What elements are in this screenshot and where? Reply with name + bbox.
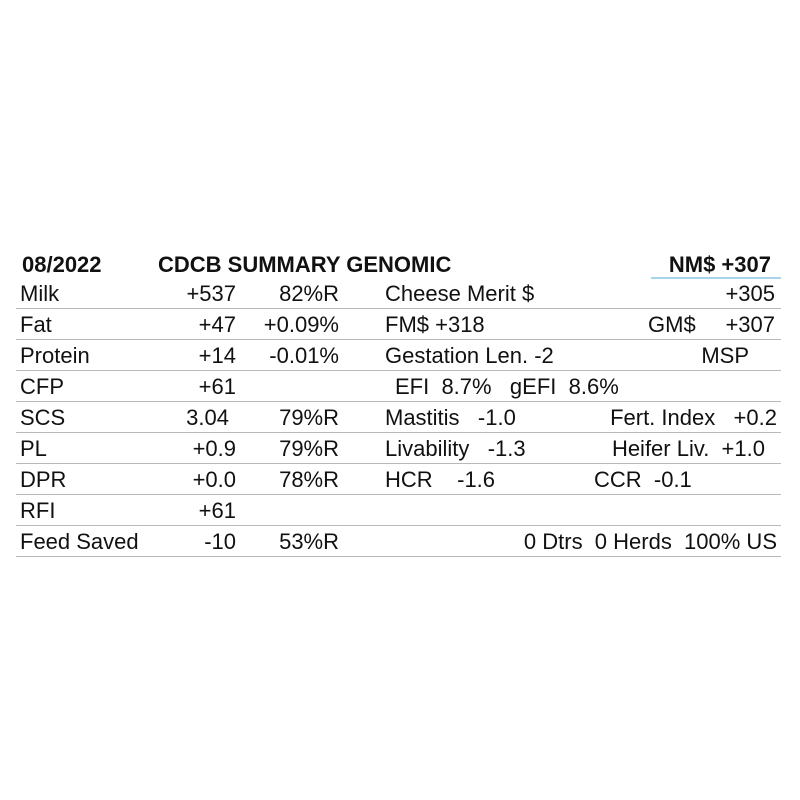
grazing-merit-value: +307 — [725, 312, 775, 337]
trait-label: RFI — [20, 498, 56, 523]
table-row-pl — [16, 433, 781, 464]
table-row-dpr — [16, 464, 781, 495]
mastitis: Mastitis -1.0 — [385, 405, 516, 430]
daughters-herds-summary: 0 Dtrs 0 Herds 100% US — [523, 529, 777, 554]
heifer-conception-rate: HCR -1.6 — [385, 467, 496, 492]
cheese-merit-label: Cheese Merit $ — [385, 281, 535, 306]
reliability: 78%R — [279, 467, 339, 492]
net-merit-value: NM$ +307 — [668, 252, 771, 277]
evaluation-date: 08/2022 — [22, 252, 102, 277]
trait-value: +47 — [198, 312, 236, 337]
summary-title: CDCB SUMMARY GENOMIC — [158, 252, 452, 277]
table-row-protein — [16, 340, 781, 371]
table-row-feed-saved — [16, 526, 781, 557]
table-row-scs — [16, 402, 781, 433]
cow-conception-rate: CCR -0.1 — [594, 467, 692, 492]
trait-label: DPR — [20, 467, 67, 492]
trait-label: CFP — [20, 374, 64, 399]
trait-label: SCS — [20, 405, 66, 430]
percent-change: -0.01% — [269, 343, 339, 368]
trait-label: Protein — [20, 343, 90, 368]
efi-values: EFI 8.7% gEFI 8.6% — [395, 374, 619, 399]
table-row-milk — [16, 278, 781, 309]
reliability: 82%R — [279, 281, 339, 306]
trait-value: +61 — [198, 498, 236, 523]
trait-label: Milk — [20, 281, 60, 306]
trait-label: PL — [20, 436, 47, 461]
reliability: 53%R — [279, 529, 339, 554]
livability: Livability -1.3 — [385, 436, 526, 461]
trait-value: 3.04 — [186, 405, 229, 430]
trait-value: +0.9 — [192, 436, 236, 461]
percent-change: +0.09% — [263, 312, 339, 337]
trait-value: +61 — [198, 374, 236, 399]
trait-value: +14 — [198, 343, 236, 368]
trait-label: Feed Saved — [20, 529, 139, 554]
fluid-merit: FM$ +318 — [385, 312, 485, 337]
reliability: 79%R — [279, 405, 339, 430]
summary-header — [16, 248, 781, 278]
reliability: 79%R — [279, 436, 339, 461]
msp-label: MSP — [701, 343, 749, 368]
trait-label: Fat — [20, 312, 52, 337]
heifer-livability: Heifer Liv. +1.0 — [611, 436, 765, 461]
table-row-cfp — [16, 371, 781, 402]
trait-value: -10 — [204, 529, 236, 554]
table-row-rfi — [16, 495, 781, 526]
cheese-merit-value: +305 — [725, 281, 775, 306]
table-row-fat — [16, 309, 781, 340]
fertility-index: Fert. Index +0.2 — [610, 405, 777, 430]
gestation-length: Gestation Len. -2 — [385, 343, 554, 368]
trait-value: +537 — [186, 281, 236, 306]
genomic-summary-card — [16, 248, 781, 557]
grazing-merit-label: GM$ — [648, 312, 696, 337]
trait-value: +0.0 — [192, 467, 236, 492]
